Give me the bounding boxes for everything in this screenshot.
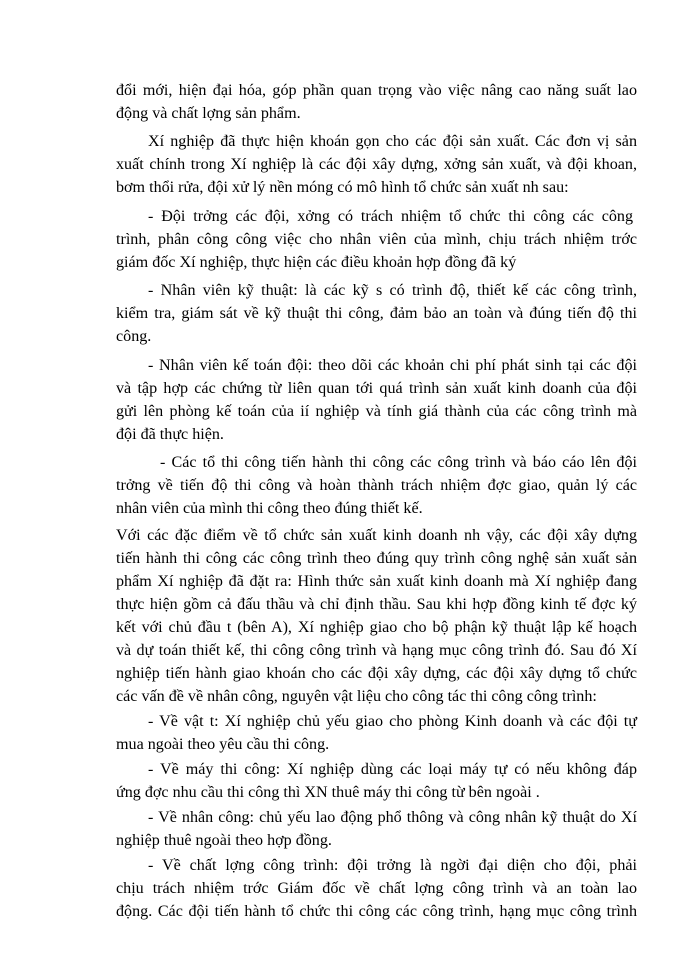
text-line: Xí nghiệp đã thực hiện khoán gọn cho các đội sản xuất. Các đơn vị sản	[148, 133, 637, 150]
text-line: - Về chất lợng công trình: đội trởng là ngời đại diện cho đội, phải	[148, 857, 637, 874]
text-line: phẩm Xí nghiệp đã đặt ra: Hình thức sản xuất kinh doanh mà Xí nghiệp đang	[116, 573, 637, 590]
text-line: nghiệp tiến hành giao khoán cho các đội xây dựng, các đội xây dựng tổ chức	[116, 665, 637, 682]
text-line: các vấn đề về nhân công, nguyên vật liệu cho công tác thi công công trình:	[116, 688, 597, 705]
text-line: trởng về tiến độ thi công và hoàn thành trách nhiệm đợc giao, quản lý các	[116, 477, 637, 494]
text-line: - Nhân viên kỹ thuật: là các kỹ s có trình độ, thiết kế các công trình,	[148, 282, 637, 299]
text-line: kết với chủ đầu t (bên A), Xí nghiệp giao cho bộ phận kỹ thuật lập kế hoạch	[116, 619, 637, 636]
text-line: động. Các đội tiến hành tổ chức thi công các công trình, hạng mục công trình	[116, 903, 637, 920]
text-line: - Về vật t: Xí nghiệp chủ yếu giao cho phòng Kinh doanh và các đội tự	[148, 713, 637, 730]
text-line: chịu trách nhiệm trớc Giám đốc về chất lợng công trình và an toàn lao	[116, 880, 637, 897]
text-line: - Đội trởng các đội, xởng có trách nhiệm tổ chức thi công các công	[148, 208, 633, 225]
text-line: gửi lên phòng kế toán của ií nghiệp và tính giá thành của các công trình mà	[116, 403, 637, 420]
text-line: và tập hợp các chứng từ liên quan tới quá trình sản xuất kinh doanh của đội	[116, 380, 637, 397]
text-line: - Nhân viên kế toán đội: theo dõi các khoản chi phí phát sinh tại các đội	[148, 357, 637, 374]
text-line: - Về nhân công: chủ yếu lao động phổ thông và công nhân kỹ thuật do Xí	[148, 809, 637, 826]
text-line: kiểm tra, giám sát về kỹ thuật thi công, đảm bảo an toàn và đúng tiến độ thi	[116, 305, 637, 322]
text-line: công.	[116, 328, 152, 345]
text-line: xuất chính trong Xí nghiệp là các đội xây dựng, xởng sản xuất, và đội khoan,	[116, 156, 637, 173]
text-line: ứng đợc nhu cầu thi công thì XN thuê máy thi công từ bên ngoài .	[116, 784, 540, 801]
text-line: tiến hành thi công các công trình theo đúng quy trình công nghệ sản xuất sản	[116, 550, 637, 567]
text-line: trình, phân công công việc cho nhân viên của mình, chịu trách nhiệm trớc	[116, 231, 637, 248]
text-line: và dự toán thiết kế, thi công công trình và hạng mục công trình đó. Sau đó Xí	[116, 642, 637, 659]
text-line: bơm thổi rửa, đội xử lý nền móng có mô hình tổ chức sản xuất nh sau:	[116, 179, 569, 196]
text-line: - Về máy thi công: Xí nghiệp dùng các loại máy tự có nếu không đáp	[148, 761, 637, 778]
text-line: - Các tổ thi công tiến hành thi công các công trình và báo cáo lên đội	[160, 454, 637, 471]
text-line: động và chất lợng sản phẩm.	[116, 105, 301, 122]
text-line: giám đốc Xí nghiệp, thực hiện các điều khoản hợp đồng đã ký	[116, 254, 517, 271]
text-line: nhân viên của mình thi công theo đúng thiết kế.	[116, 500, 423, 517]
text-line: Với các đặc điểm về tổ chức sản xuất kinh doanh nh vậy, các đội xây dựng	[116, 527, 637, 544]
text-line: mua ngoài theo yêu cầu thi công.	[116, 736, 330, 753]
text-line: đổi mới, hiện đại hóa, góp phần quan trọng vào việc nâng cao năng suất lao	[116, 82, 637, 99]
text-line: thực hiện gồm cả đấu thầu và chỉ định thầu. Sau khi hợp đồng kinh tế đợc ký	[116, 596, 637, 613]
text-line: nghiệp thuê ngoài theo hợp đồng.	[116, 832, 332, 849]
text-line: đội đã thực hiện.	[116, 426, 224, 443]
